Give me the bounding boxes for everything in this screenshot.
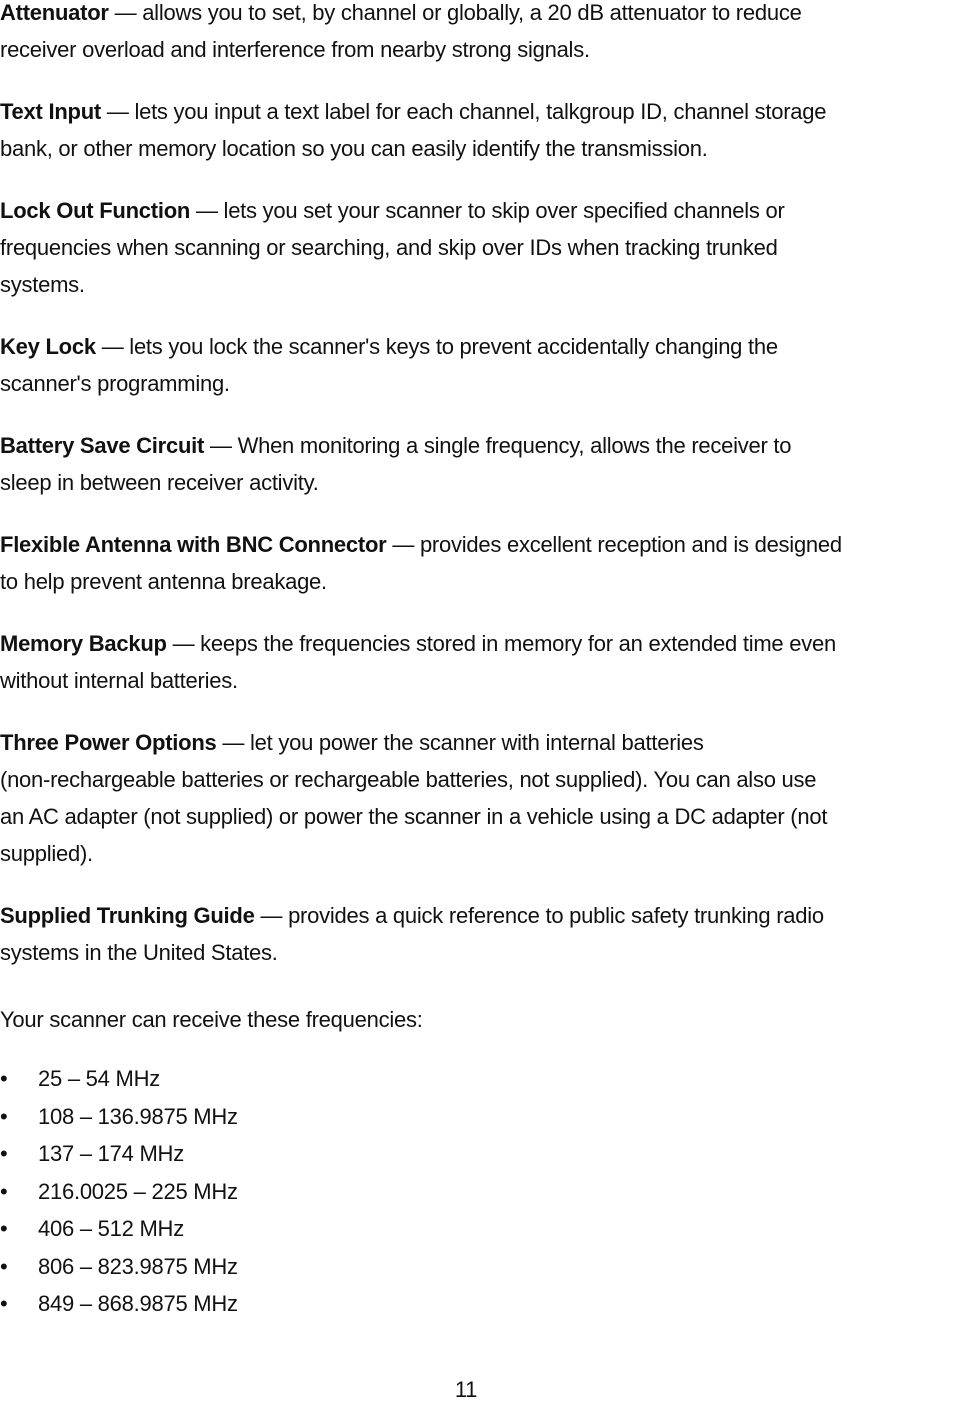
frequency-list-item [0, 1210, 974, 1248]
frequency-list [0, 1060, 974, 1323]
paragraph-line [0, 328, 974, 365]
paragraph-line [0, 0, 974, 31]
feature-description: — lets you set your scanner to skip over specified channels or [190, 198, 785, 223]
paragraph-line: bank, or other memory location so you can easily identify the transmission. [0, 136, 708, 161]
feature-title: Supplied Trunking Guide [0, 903, 255, 928]
bullet-icon: • [0, 1103, 8, 1129]
frequencies-intro: Your scanner can receive these frequencies: [0, 1007, 423, 1032]
paragraph-line: an AC adapter (not supplied) or power the scanner in a vehicle using a DC adapter (not [0, 804, 828, 829]
feature-title: Lock Out Function [0, 198, 191, 223]
paragraph-line: receiver overload and interference from nearby strong signals. [0, 37, 590, 62]
paragraph-line: sleep in between receiver activity. [0, 470, 319, 495]
paragraph-line: frequencies when scanning or searching, and skip over IDs when tracking trunked [0, 235, 778, 260]
frequency-range: 406 – 512 MHz [38, 1216, 184, 1241]
paragraph-line [0, 526, 974, 563]
paragraph-line [0, 93, 974, 130]
paragraph-line: (non-rechargeable batteries or rechargeable batteries, not supplied). You can also use [0, 767, 817, 792]
feature-paragraph [0, 427, 974, 501]
frequency-list-item [0, 1060, 974, 1098]
paragraph-line: to help prevent antenna breakage. [0, 569, 327, 594]
paragraph-line: systems. [0, 272, 85, 297]
bullet-icon: • [0, 1178, 8, 1204]
feature-paragraph [0, 526, 974, 600]
frequency-range: 216.0025 – 225 MHz [38, 1178, 238, 1204]
frequency-list-item [0, 1098, 974, 1136]
paragraph-line: systems in the United States. [0, 940, 278, 965]
feature-title: Flexible Antenna with BNC Connector [0, 532, 387, 557]
frequency-list-item [0, 1173, 974, 1211]
frequency-range: 108 – 136.9875 MHz [38, 1103, 238, 1129]
frequency-range: 137 – 174 MHz [38, 1141, 184, 1166]
frequency-range: 849 – 868.9875 MHz [38, 1291, 238, 1316]
paragraph-line: scanner's programming. [0, 371, 230, 396]
bullet-icon: • [0, 1253, 8, 1279]
feature-description: — lets you input a text label for each channel, talkgroup ID, channel storage [100, 99, 827, 124]
bullet-icon: • [0, 1066, 8, 1091]
feature-description: — keeps the frequencies stored in memory for an extended time even [166, 631, 836, 656]
frequency-list-item [0, 1285, 974, 1323]
feature-description: — lets you lock the scanner's keys to prevent accidentally changing the [95, 334, 778, 359]
frequency-list-item [0, 1135, 974, 1173]
feature-paragraph [0, 93, 974, 167]
feature-description: — let you power the scanner with internal batteries [216, 730, 704, 755]
frequency-list-item [0, 1248, 974, 1286]
feature-description: — provides a quick reference to public safety trunking radio [254, 903, 824, 928]
feature-title: Memory Backup [0, 631, 167, 656]
feature-paragraph [0, 897, 974, 971]
feature-description: — allows you to set, by channel or globally, a 20 dB attenuator to reduce [108, 0, 802, 25]
paragraph-line: supplied). [0, 841, 93, 866]
paragraph-line [0, 625, 974, 662]
feature-paragraph [0, 724, 974, 872]
feature-paragraph [0, 192, 974, 303]
paragraph-line: without internal batteries. [0, 668, 238, 693]
page-number: 11 [454, 1377, 478, 1402]
paragraph-line [0, 724, 974, 761]
feature-title: Battery Save Circuit [0, 433, 205, 458]
feature-description: — When monitoring a single frequency, allows the receiver to [204, 433, 792, 458]
paragraph-line [0, 897, 974, 934]
bullet-icon: • [0, 1216, 8, 1241]
frequency-range: 806 – 823.9875 MHz [38, 1253, 238, 1279]
feature-paragraph [0, 0, 974, 68]
paragraph-line [0, 192, 974, 229]
feature-description: — provides excellent reception and is designed [386, 532, 842, 557]
bullet-icon: • [0, 1291, 8, 1316]
feature-title: Attenuator [0, 0, 109, 25]
paragraph-line [0, 427, 974, 464]
feature-paragraph [0, 625, 974, 699]
frequency-range: 25 – 54 MHz [38, 1066, 160, 1091]
feature-paragraph [0, 328, 974, 402]
feature-title: Text Input [0, 99, 101, 124]
feature-title: Three Power Options [0, 730, 217, 755]
feature-title: Key Lock [0, 334, 96, 359]
bullet-icon: • [0, 1141, 8, 1166]
